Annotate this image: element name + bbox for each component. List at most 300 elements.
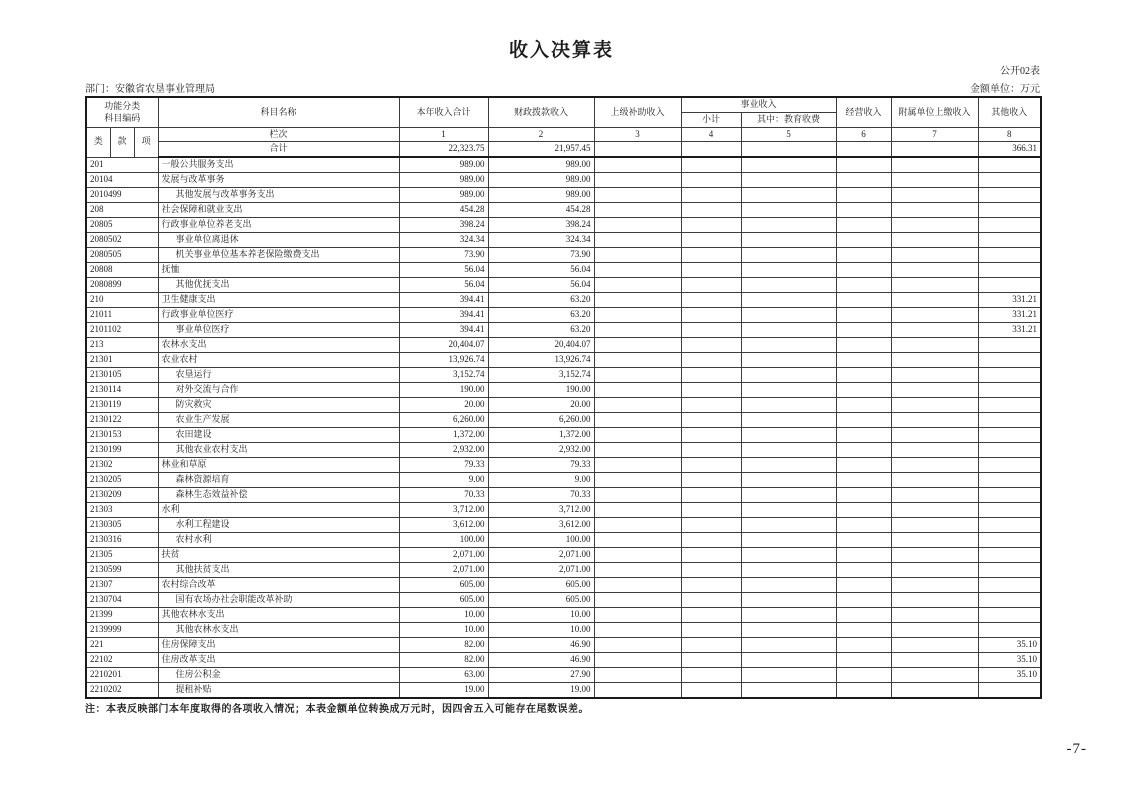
table-row <box>86 157 1041 173</box>
row-value <box>978 623 1041 638</box>
row-value <box>681 653 741 668</box>
row-value <box>594 323 681 338</box>
row-value <box>978 383 1041 398</box>
table-row <box>86 668 1041 683</box>
row-value <box>741 668 836 683</box>
row-value <box>891 473 978 488</box>
row-value <box>681 443 741 458</box>
table-row <box>86 173 1041 188</box>
row-value <box>741 233 836 248</box>
row-code: 2130205 <box>86 473 158 488</box>
row-value <box>836 398 891 413</box>
revenue-table <box>85 96 1042 699</box>
row-value <box>741 488 836 503</box>
row-value <box>594 398 681 413</box>
row-value <box>978 488 1041 503</box>
col-header-kuan: 款 <box>110 128 134 158</box>
row-value <box>978 248 1041 263</box>
row-code: 2130199 <box>86 443 158 458</box>
row-value: 79.33 <box>488 458 594 473</box>
row-value: 398.24 <box>488 218 594 233</box>
row-value: 19.00 <box>488 683 594 699</box>
col-index-6: 6 <box>836 128 891 142</box>
table-row <box>86 428 1041 443</box>
row-subject-name: 住房公积金 <box>158 668 399 683</box>
row-value <box>681 338 741 353</box>
row-value: 324.34 <box>488 233 594 248</box>
row-value <box>681 308 741 323</box>
table-row <box>86 293 1041 308</box>
row-value <box>836 218 891 233</box>
row-value: 394.41 <box>399 323 488 338</box>
row-value: 79.33 <box>399 458 488 473</box>
row-value <box>681 638 741 653</box>
row-value <box>836 248 891 263</box>
row-value <box>681 563 741 578</box>
table-row <box>86 368 1041 383</box>
row-value <box>891 308 978 323</box>
row-subject-name: 提租补贴 <box>158 683 399 699</box>
row-value <box>891 653 978 668</box>
row-value <box>978 353 1041 368</box>
row-code: 210 <box>86 293 158 308</box>
col-index-1: 1 <box>399 128 488 142</box>
row-value <box>681 548 741 563</box>
row-value <box>836 503 891 518</box>
row-value: 9.00 <box>399 473 488 488</box>
row-value <box>741 308 836 323</box>
row-value <box>741 638 836 653</box>
total-value <box>836 142 891 158</box>
row-value: 3,712.00 <box>488 503 594 518</box>
total-value <box>741 142 836 158</box>
row-value <box>891 518 978 533</box>
row-value <box>891 157 978 173</box>
table-row <box>86 383 1041 398</box>
row-value <box>836 668 891 683</box>
row-value: 324.34 <box>399 233 488 248</box>
row-value <box>891 188 978 203</box>
row-value: 35.10 <box>978 653 1041 668</box>
col-header-function-code-line1: 功能分类 <box>104 101 141 112</box>
row-value <box>836 563 891 578</box>
row-value <box>978 608 1041 623</box>
col-header-year-total: 本年收入合计 <box>399 97 488 128</box>
row-value <box>836 473 891 488</box>
table-row <box>86 608 1041 623</box>
row-value <box>741 383 836 398</box>
row-code: 221 <box>86 638 158 653</box>
table-row <box>86 308 1041 323</box>
row-subject-name: 抚恤 <box>158 263 399 278</box>
row-value <box>594 248 681 263</box>
row-value <box>891 218 978 233</box>
row-value <box>891 413 978 428</box>
total-value: 366.31 <box>978 142 1041 158</box>
row-value <box>594 518 681 533</box>
table-row <box>86 443 1041 458</box>
row-value <box>891 503 978 518</box>
row-value <box>594 488 681 503</box>
row-value <box>891 533 978 548</box>
row-value <box>681 353 741 368</box>
row-value: 100.00 <box>399 533 488 548</box>
row-code: 21399 <box>86 608 158 623</box>
row-code: 2130105 <box>86 368 158 383</box>
row-value: 331.21 <box>978 323 1041 338</box>
row-code: 2139999 <box>86 623 158 638</box>
row-subject-name: 事业单位离退休 <box>158 233 399 248</box>
column-index-row <box>86 128 1041 142</box>
row-value <box>836 368 891 383</box>
row-value <box>741 503 836 518</box>
row-value: 63.20 <box>488 308 594 323</box>
row-value <box>836 428 891 443</box>
row-value <box>741 248 836 263</box>
row-value: 2,071.00 <box>488 563 594 578</box>
row-value: 454.28 <box>488 203 594 218</box>
total-value: 21,957.45 <box>488 142 594 158</box>
row-subject-name: 防灾救灾 <box>158 398 399 413</box>
table-row <box>86 278 1041 293</box>
row-value: 6,260.00 <box>399 413 488 428</box>
row-subject-name: 农垦运行 <box>158 368 399 383</box>
row-subject-name: 森林资源培育 <box>158 473 399 488</box>
row-value: 605.00 <box>399 578 488 593</box>
row-value <box>978 413 1041 428</box>
row-value <box>741 368 836 383</box>
row-value <box>978 398 1041 413</box>
row-value: 56.04 <box>399 278 488 293</box>
row-value: 394.41 <box>399 293 488 308</box>
row-value <box>681 593 741 608</box>
row-value <box>978 368 1041 383</box>
table-row <box>86 578 1041 593</box>
row-code: 21302 <box>86 458 158 473</box>
row-value: 3,152.74 <box>399 368 488 383</box>
row-value: 454.28 <box>399 203 488 218</box>
row-value <box>594 638 681 653</box>
row-value <box>891 668 978 683</box>
row-value <box>681 623 741 638</box>
col-header-superior: 上级补助收入 <box>594 97 681 128</box>
row-code: 2130704 <box>86 593 158 608</box>
row-value <box>594 428 681 443</box>
row-value <box>681 157 741 173</box>
form-code-label: 公开02表 <box>1000 66 1040 77</box>
table-row <box>86 593 1041 608</box>
row-value: 46.90 <box>488 638 594 653</box>
row-value: 10.00 <box>488 623 594 638</box>
row-value <box>741 203 836 218</box>
row-code: 22102 <box>86 653 158 668</box>
unit-label: 金额单位：万元 <box>970 84 1040 95</box>
row-value <box>594 293 681 308</box>
col-index-4: 4 <box>681 128 741 142</box>
row-value <box>741 398 836 413</box>
row-value <box>594 608 681 623</box>
row-value <box>978 278 1041 293</box>
table-row <box>86 563 1041 578</box>
row-value <box>594 338 681 353</box>
row-value: 10.00 <box>399 608 488 623</box>
row-value: 20,404.07 <box>399 338 488 353</box>
row-value: 3,612.00 <box>399 518 488 533</box>
row-value <box>978 593 1041 608</box>
row-code: 2010499 <box>86 188 158 203</box>
row-value <box>681 668 741 683</box>
row-value <box>978 157 1041 173</box>
row-subject-name: 发展与改革事务 <box>158 173 399 188</box>
row-value <box>978 473 1041 488</box>
row-value <box>891 578 978 593</box>
table-row <box>86 263 1041 278</box>
col-header-lei: 类 <box>86 128 110 158</box>
row-value <box>594 383 681 398</box>
row-code: 2130119 <box>86 398 158 413</box>
row-code: 2130316 <box>86 533 158 548</box>
row-value: 63.00 <box>399 668 488 683</box>
row-value <box>681 473 741 488</box>
total-value <box>891 142 978 158</box>
page-title: 收入决算表 <box>508 40 614 61</box>
row-value <box>891 233 978 248</box>
row-value: 73.90 <box>399 248 488 263</box>
row-code: 2080899 <box>86 278 158 293</box>
row-value <box>681 518 741 533</box>
row-value: 331.21 <box>978 293 1041 308</box>
row-code: 2130305 <box>86 518 158 533</box>
row-value <box>681 293 741 308</box>
row-value <box>891 398 978 413</box>
row-value <box>836 488 891 503</box>
row-subject-name: 社会保障和就业支出 <box>158 203 399 218</box>
row-value: 989.00 <box>399 173 488 188</box>
row-value <box>741 473 836 488</box>
row-value <box>836 458 891 473</box>
row-value <box>978 263 1041 278</box>
row-subject-name: 国有农场办社会职能改革补助 <box>158 593 399 608</box>
row-code: 213 <box>86 338 158 353</box>
row-value: 82.00 <box>399 638 488 653</box>
row-value <box>978 458 1041 473</box>
row-subject-name: 农田建设 <box>158 428 399 443</box>
table-row <box>86 398 1041 413</box>
table-row <box>86 473 1041 488</box>
row-value: 27.90 <box>488 668 594 683</box>
row-value <box>681 488 741 503</box>
row-value <box>836 443 891 458</box>
footnote: 注：本表反映部门本年度取得的各项收入情况；本表金额单位转换成万元时，因四舍五入可能存在尾数误差。 <box>85 704 589 715</box>
row-value: 3,712.00 <box>399 503 488 518</box>
row-code: 21307 <box>86 578 158 593</box>
row-subject-name: 卫生健康支出 <box>158 293 399 308</box>
row-value <box>978 578 1041 593</box>
row-value <box>741 548 836 563</box>
col-index-3: 3 <box>594 128 681 142</box>
row-code: 21011 <box>86 308 158 323</box>
row-value <box>594 578 681 593</box>
row-value <box>741 323 836 338</box>
row-value: 331.21 <box>978 308 1041 323</box>
row-value: 394.41 <box>399 308 488 323</box>
row-value <box>594 188 681 203</box>
row-value <box>836 338 891 353</box>
row-value <box>741 293 836 308</box>
row-subject-name: 农业农村 <box>158 353 399 368</box>
row-value <box>891 323 978 338</box>
total-value <box>594 142 681 158</box>
row-value: 46.90 <box>488 653 594 668</box>
col-header-business-group: 事业收入 <box>681 97 836 113</box>
row-subject-name: 行政事业单位养老支出 <box>158 218 399 233</box>
row-code: 2130599 <box>86 563 158 578</box>
row-value <box>594 368 681 383</box>
row-value <box>594 548 681 563</box>
row-value <box>891 638 978 653</box>
row-subject-name: 水利工程建设 <box>158 518 399 533</box>
table-row <box>86 518 1041 533</box>
row-code: 20805 <box>86 218 158 233</box>
row-code: 21301 <box>86 353 158 368</box>
row-value <box>836 278 891 293</box>
row-value <box>594 683 681 699</box>
row-value <box>836 533 891 548</box>
row-value: 10.00 <box>399 623 488 638</box>
department-label: 部门：安徽省农垦事业管理局 <box>85 84 215 95</box>
row-value: 605.00 <box>399 593 488 608</box>
row-value <box>741 593 836 608</box>
row-value <box>978 518 1041 533</box>
row-code: 2130114 <box>86 383 158 398</box>
row-value <box>741 518 836 533</box>
row-subject-name: 林业和草原 <box>158 458 399 473</box>
row-value: 35.10 <box>978 668 1041 683</box>
row-value <box>836 263 891 278</box>
col-header-function-code-line2: 科目编码 <box>104 112 141 123</box>
table-row <box>86 218 1041 233</box>
row-value <box>741 338 836 353</box>
row-value <box>741 173 836 188</box>
row-subject-name: 机关事业单位基本养老保险缴费支出 <box>158 248 399 263</box>
row-value <box>741 263 836 278</box>
row-value <box>681 503 741 518</box>
row-value <box>594 353 681 368</box>
row-value: 605.00 <box>488 593 594 608</box>
row-value <box>836 157 891 173</box>
row-value: 20.00 <box>488 398 594 413</box>
col-header-business-edu: 其中：教育收费 <box>741 113 836 128</box>
row-value <box>836 653 891 668</box>
row-value <box>836 203 891 218</box>
row-value <box>836 323 891 338</box>
row-value <box>594 623 681 638</box>
table-row <box>86 233 1041 248</box>
row-value <box>836 308 891 323</box>
row-value <box>741 623 836 638</box>
row-value <box>594 593 681 608</box>
row-subject-name: 农村水利 <box>158 533 399 548</box>
row-value <box>681 608 741 623</box>
row-value <box>891 263 978 278</box>
row-value <box>741 458 836 473</box>
row-code: 20808 <box>86 263 158 278</box>
row-subject-name: 扶贫 <box>158 548 399 563</box>
row-value: 70.33 <box>399 488 488 503</box>
table-row <box>86 323 1041 338</box>
row-value: 398.24 <box>399 218 488 233</box>
row-value <box>836 638 891 653</box>
row-subject-name: 其他农林水支出 <box>158 608 399 623</box>
row-value: 989.00 <box>399 188 488 203</box>
row-subject-name: 住房保障支出 <box>158 638 399 653</box>
row-value <box>681 578 741 593</box>
col-header-function-code <box>86 97 158 128</box>
col-header-business-subtotal: 小计 <box>681 113 741 128</box>
row-value <box>741 157 836 173</box>
row-value <box>741 683 836 699</box>
row-value: 56.04 <box>399 263 488 278</box>
total-value <box>681 142 741 158</box>
row-value: 3,612.00 <box>488 518 594 533</box>
row-subject-name: 农林水支出 <box>158 338 399 353</box>
row-value <box>891 548 978 563</box>
row-value <box>836 353 891 368</box>
row-value <box>836 683 891 699</box>
row-value <box>594 473 681 488</box>
row-value <box>594 308 681 323</box>
row-value <box>836 383 891 398</box>
col-header-other: 其他收入 <box>978 97 1041 128</box>
row-value <box>978 683 1041 699</box>
row-value: 2,071.00 <box>399 563 488 578</box>
row-value <box>891 443 978 458</box>
row-value <box>891 293 978 308</box>
table-row <box>86 488 1041 503</box>
table-row <box>86 248 1041 263</box>
row-value <box>978 188 1041 203</box>
row-value: 63.20 <box>488 293 594 308</box>
header-row-1 <box>86 97 1041 113</box>
row-subject-name: 其他农业农村支出 <box>158 443 399 458</box>
row-value: 73.90 <box>488 248 594 263</box>
row-value <box>681 263 741 278</box>
row-code: 208 <box>86 203 158 218</box>
row-value <box>978 443 1041 458</box>
row-value <box>891 428 978 443</box>
row-value: 9.00 <box>488 473 594 488</box>
row-subject-name: 事业单位医疗 <box>158 323 399 338</box>
row-value <box>681 368 741 383</box>
row-value <box>681 533 741 548</box>
row-value <box>681 413 741 428</box>
row-value <box>978 338 1041 353</box>
row-code: 20104 <box>86 173 158 188</box>
row-value: 989.00 <box>488 157 594 173</box>
col-header-subject: 科目名称 <box>158 97 399 128</box>
table-row <box>86 353 1041 368</box>
row-value <box>594 413 681 428</box>
row-value <box>978 548 1041 563</box>
row-value <box>741 653 836 668</box>
row-value <box>741 413 836 428</box>
row-value: 19.00 <box>399 683 488 699</box>
total-row <box>86 142 1041 158</box>
table-row <box>86 188 1041 203</box>
row-value <box>836 293 891 308</box>
row-value <box>978 173 1041 188</box>
row-value <box>891 563 978 578</box>
